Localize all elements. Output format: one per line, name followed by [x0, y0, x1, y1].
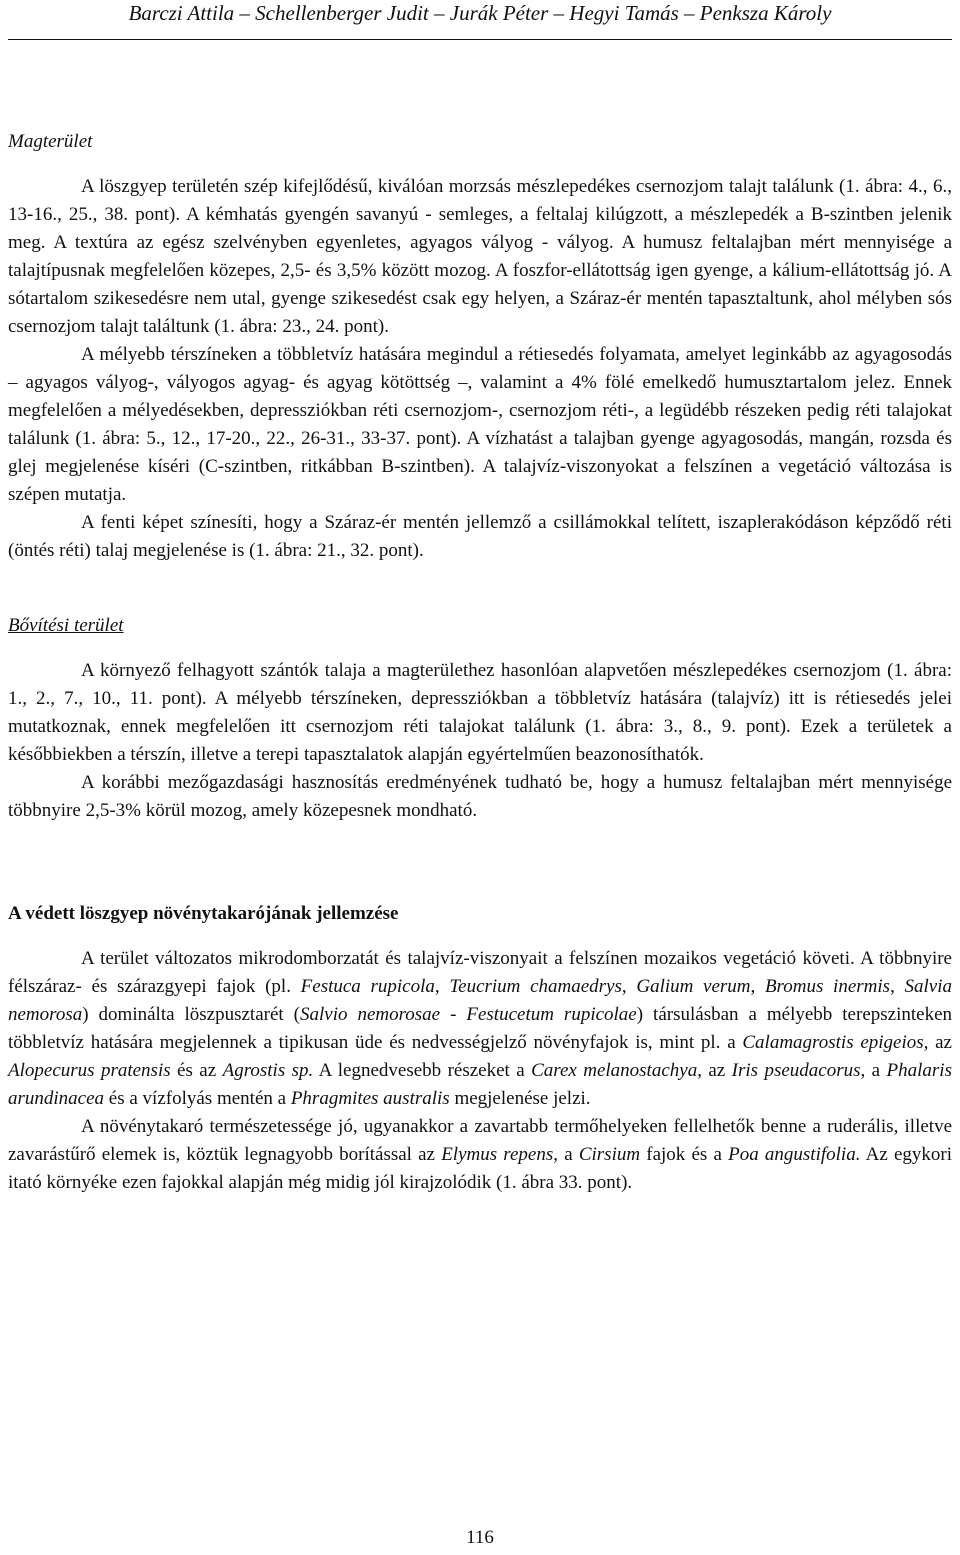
paragraph-vedett-2: A növénytakaró természetessége jó, ugyanakkor a zavartabb termőhelyeken fellelhetők benne a ruderális, illetve zavarástűrő elemek is, köztük legnagyobb borítással az Elymus repens, a Cirsium fajok és a Poa angustifolia. Az egykori itató környéke ezen fajokkal alapján még midig jól kirajzolódik (1. ábra 33. pont).	[8, 1116, 952, 1193]
species-name: Teucrium chamaedrys	[449, 976, 622, 997]
species-name: Alopecurus pratensis	[8, 1060, 171, 1081]
paragraph-magterulet-2: A mélyebb térszíneken a többletvíz hatására megindul a rétiesedés folyamata, amelyet leginkább az agyagosodás – agyagos vályog-, vályogos agyag- és agyag kötöttség –, valamint a 4% fölé emelkedő humusztartalom jelez. Ennek megfelelően a mélyedésekben, depressziókban réti csernozjom-, csernozjom réti-, a legüdébb részeken pedig réti talajokat találunk (1. ábra: 5., 12., 17-20., 22., 26-31., 33-37. pont). A vízhatást a talajban gyenge agyagosodás, mangán, rozsda és glej megjelenése kíséri (C-szintben, ritkábban B-szintben). A talajvíz-viszonyokat a felszínen a vegetáció változása is szépen mutatja.	[8, 344, 952, 505]
species-name: Calamagrostis epigeios,	[742, 1032, 929, 1053]
species-name: Phalaris arundinacea	[8, 1060, 952, 1109]
species-name: Agrostis sp.	[222, 1060, 314, 1081]
association-name: Salvio nemorosae - Festucetum rupicolae	[299, 1004, 637, 1025]
species-name: Carex melanostachya	[531, 1060, 698, 1081]
species-name: Iris pseudacorus	[731, 1060, 861, 1081]
section-title-magterulet: Magterület	[8, 131, 93, 152]
running-header: Barczi Attila – Schellenberger Judit – Jurák Péter – Hegyi Tamás – Penksza Károly	[128, 1, 832, 25]
species-name: Poa angustifolia.	[728, 1144, 861, 1165]
section-title-vedett: A védett löszgyep növénytakarójának jellemzése	[8, 903, 399, 924]
species-name: Elymus repens	[441, 1144, 554, 1165]
species-name: Phragmites australis	[290, 1088, 450, 1109]
species-name: Salvia nemorosa	[8, 976, 952, 1025]
species-name: Bromus inermis	[764, 976, 891, 997]
section-title-bovitesi: Bővítési terület	[8, 615, 124, 636]
paragraph-bovitesi-1: A környező felhagyott szántók talaja a magterülethez hasonlóan alapvetően mészlepedékes csernozjom (1. ábra: 1., 2., 7., 10., 11. pont). A mélyebb térszíneken, depressziókban a többletvíz hatására (talajvíz) itt is rétiesedés jelei mutatkoznak, ennek megfelelően itt csernozjom réti talajokat találunk (1. ábra: 3., 8., 9. pont). Ezek a területek a későbbiekben a térszín, illetve a terepi tapasztalatok alapján egyértelműen beazonosíthatók.	[8, 660, 952, 765]
species-name: Festuca rupicola	[300, 976, 435, 997]
page-number: 116	[466, 1527, 494, 1548]
paragraph-magterulet-3: A fenti képet színesíti, hogy a Száraz-ér mentén jellemző a csillámokkal telített, iszaplerakódáson képződő réti (öntés réti) talaj megjelenése is (1. ábra: 21., 32. pont).	[8, 512, 952, 561]
paragraph-magterulet-1: A löszgyep területén szép kifejlődésű, kiválóan morzsás mészlepedékes csernozjom talajt találunk (1. ábra: 4., 6., 13-16., 25., 38. pont). A kémhatás gyengén savanyú - semleges, a feltalaj kilúgzott, a mészlepedék a B-szintben jelenik meg. A textúra az egész szelvényben egyenletes, agyagos vályog - vályog. A humusz feltalajban mért mennyisége a talajtípusnak megfelelően közepes, 2,5- és 3,5% között mozog. A foszfor-ellátottság igen gyenge, a kálium-ellátottság jó. A sótartalom szikesedésre nem utal, gyenge szikesedést csak egy helyen, a Száraz-ér mentén tapasztaltunk, ahol mélyben sós csernozjom talajt találtunk (1. ábra: 23., 24. pont).	[8, 176, 952, 337]
paragraph-vedett-1: A terület változatos mikrodomborzatát és talajvíz-viszonyait a felszínen mozaikos vegetáció követi. A többnyire félszáraz- és szárazgyepi fajok (pl. Festuca rupicola, Teucrium chamaedrys, Galium verum, Bromus inermis, Salvia nemorosa) dominálta löszpusztarét (Salvio nemorosae - Festucetum rupicolae) társulásban a mélyebb terepszinteken többletvíz hatására megjelennek a tipikusan üde és nedvességjelző növényfajok is, mint pl. a Calamagrostis epigeios, az Alopecurus pratensis és az Agrostis sp. A legnedvesebb részeket a Carex melanostachya, az Iris pseudacorus, a Phalaris arundinacea és a vízfolyás mentén a Phragmites australis megjelenése jelzi.	[8, 948, 952, 1109]
page-body	[8, 128, 952, 1197]
paragraph-bovitesi-2: A korábbi mezőgazdasági hasznosítás eredményének tudható be, hogy a humusz feltalajban mért mennyisége többnyire 2,5-3% körül mozog, amely közepesnek mondható.	[8, 772, 952, 821]
species-name: Cirsium	[578, 1144, 641, 1165]
species-name: Galium verum	[636, 976, 751, 997]
header-rule	[8, 39, 952, 40]
